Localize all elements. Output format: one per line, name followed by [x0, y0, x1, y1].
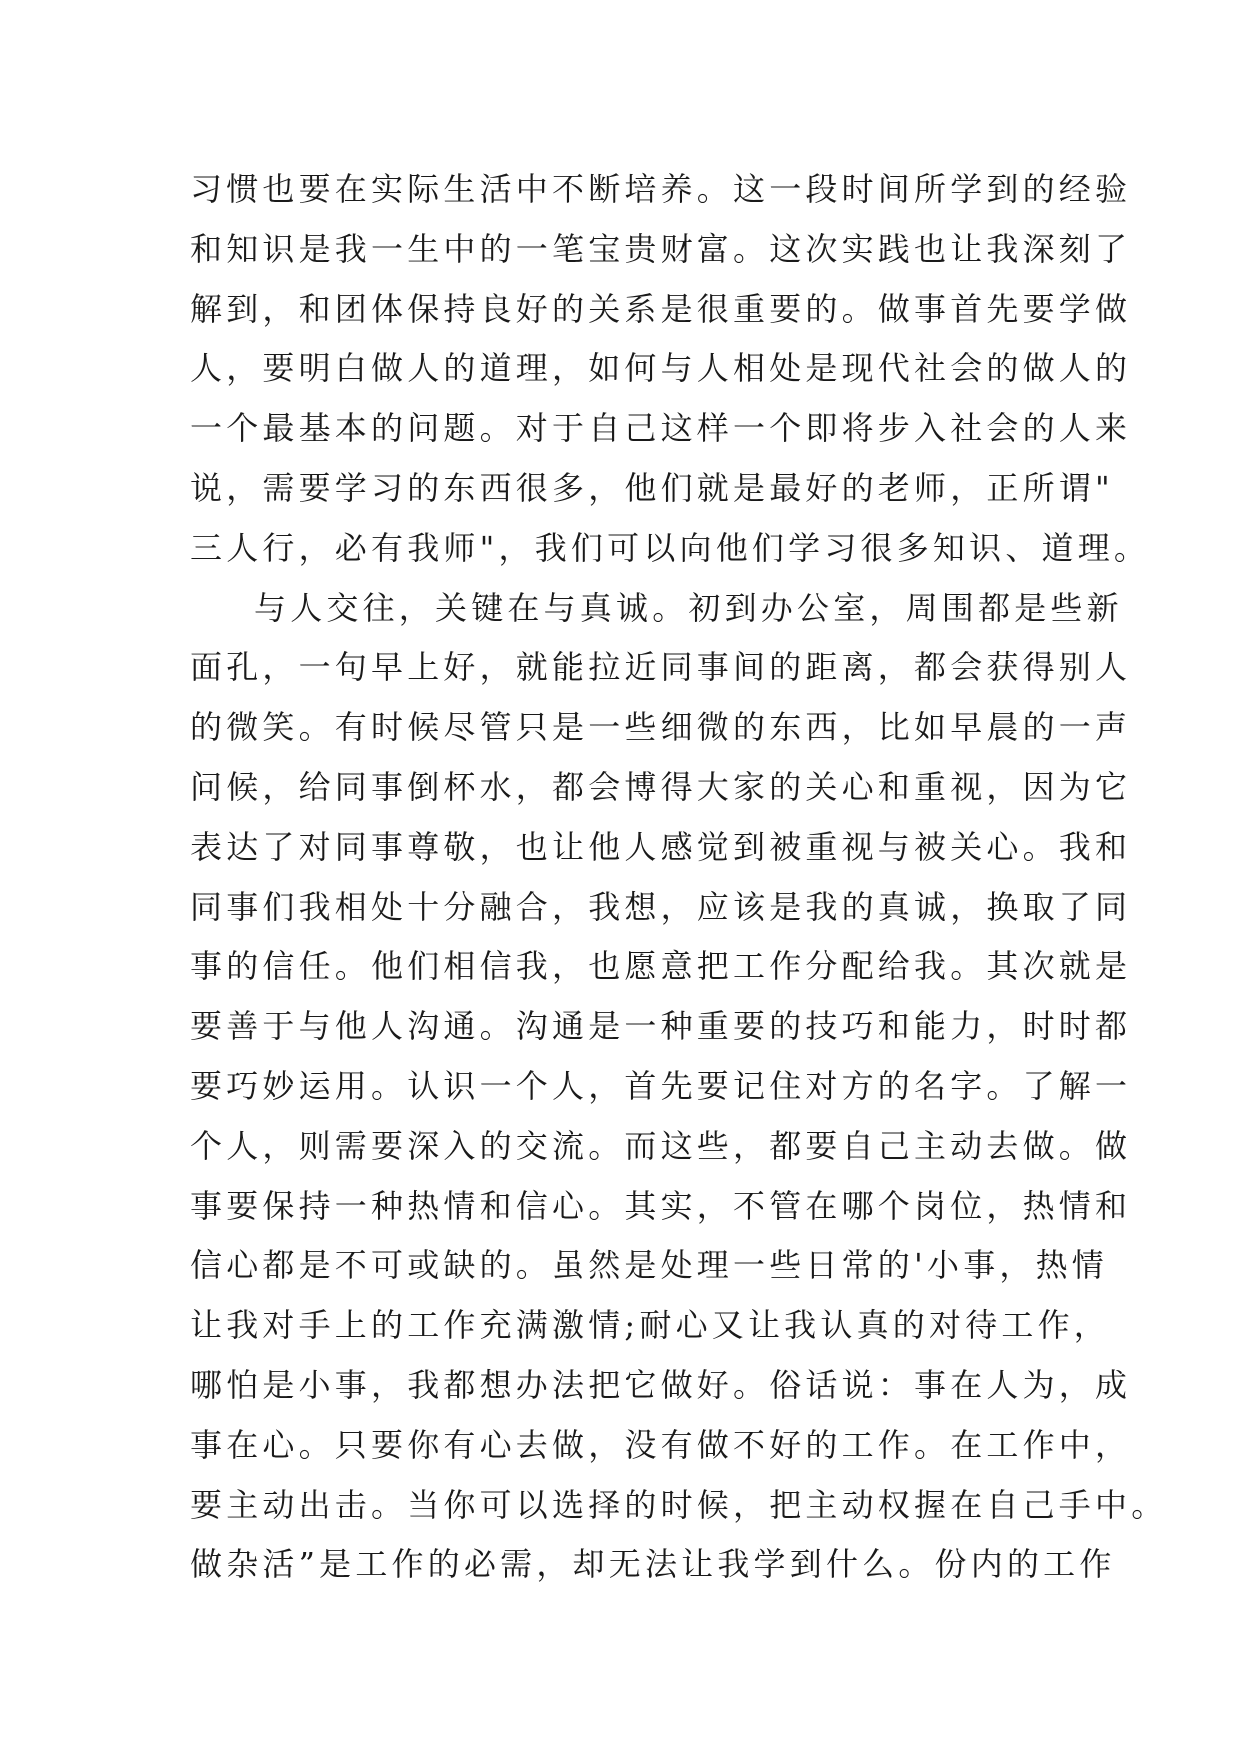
text-line: 面孔，一句早上好，就能拉近同事间的距离，都会获得别人: [190, 648, 1132, 687]
text-line: 和知识是我一生中的一笔宝贵财富。这次实践也让我深刻了: [190, 229, 1132, 268]
paragraph-first-line: 与人交往，关键在与真诚。初到办公室，周围都是些新: [254, 588, 1123, 627]
text-line: 要巧妙运用。认识一个人，首先要记住对方的名字。了解一: [190, 1066, 1132, 1105]
text-line: 表达了对同事尊敬，也让他人感觉到被重视与被关心。我和: [190, 827, 1132, 866]
text-line: 人，要明白做人的道理，如何与人相处是现代社会的做人的: [190, 349, 1132, 388]
text-line: 说，需要学习的东西很多，他们就是最好的老师，正所谓": [190, 468, 1114, 507]
text-line: 同事们我相处十分融合，我想，应该是我的真诚，换取了同: [190, 887, 1132, 926]
text-line: 习惯也要在实际生活中不断培养。这一段时间所学到的经验: [190, 170, 1132, 208]
text-line: 事的信任。他们相信我，也愿意把工作分配给我。其次就是: [190, 947, 1132, 986]
text-line: 哪怕是小事，我都想办法把它做好。俗话说：事在人为，成: [190, 1365, 1132, 1404]
text-line: 的微笑。有时候尽管只是一些细微的东西，比如早晨的一声: [190, 708, 1132, 747]
text-line: 三人行，必有我师"，我们可以向他们学习很多知识、道理。: [190, 528, 1151, 567]
text-line: 一个最基本的问题。对于自己这样一个即将步入社会的人来: [190, 409, 1132, 448]
text-line: 个人，则需要深入的交流。而这些，都要自己主动去做。做: [190, 1126, 1132, 1165]
text-line: 要善于与他人沟通。沟通是一种重要的技巧和能力，时时都: [190, 1007, 1132, 1046]
body-text: [190, 160, 1168, 1595]
text-line: 事在心。只要你有心去做，没有做不好的工作。在工作中，: [190, 1425, 1132, 1464]
text-line: 解到，和团体保持良好的关系是很重要的。做事首先要学做: [190, 289, 1132, 328]
text-line: 做杂活”是工作的必需，却无法让我学到什么。份内的工作: [190, 1545, 1116, 1584]
text-line: 让我对手上的工作充满激情;耐心又让我认真的对待工作，: [190, 1306, 1110, 1345]
text-line: 信心都是不可或缺的。虽然是处理一些日常的'小事，热情: [190, 1246, 1108, 1285]
text-line: 问候，给同事倒杯水，都会博得大家的关心和重视，因为它: [190, 767, 1132, 806]
text-line: 要主动出击。当你可以选择的时候，把主动权握在自己手中。: [190, 1485, 1168, 1524]
text-line: 事要保持一种热情和信心。其实，不管在哪个岗位，热情和: [190, 1186, 1132, 1225]
